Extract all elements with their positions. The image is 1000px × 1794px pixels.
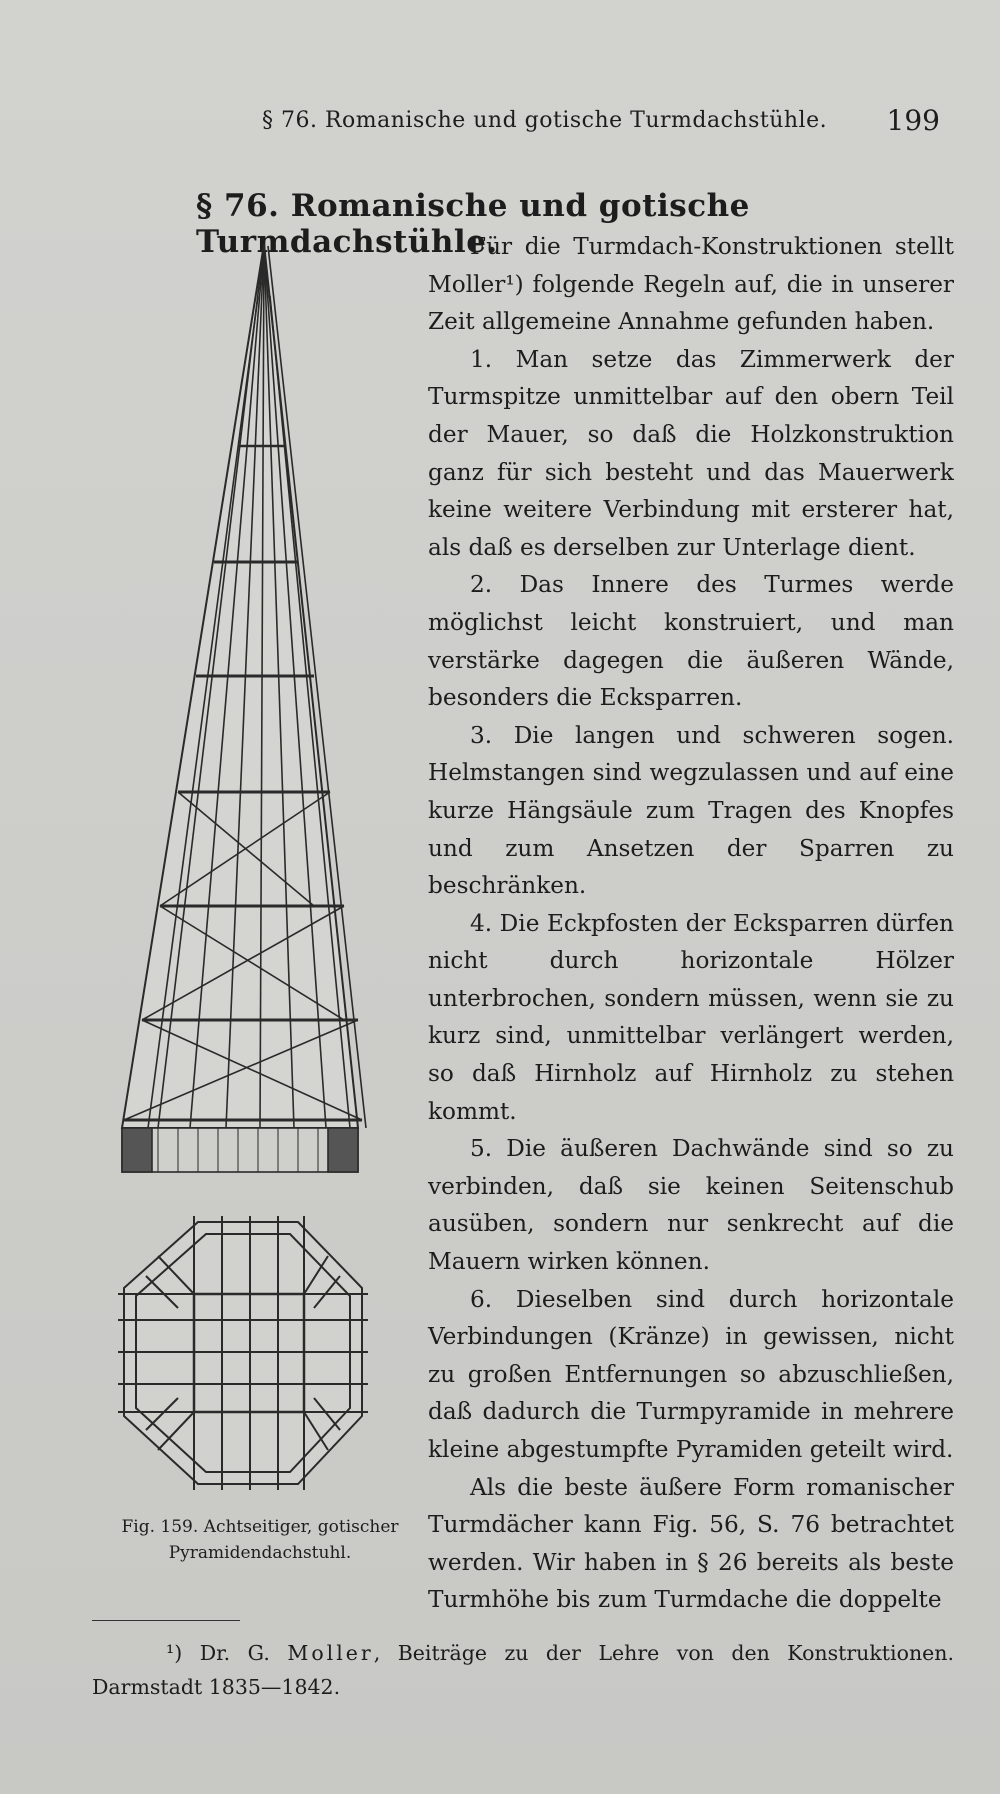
paragraph-rule-5: 5. Die äußeren Dachwände sind so zu verbinden, daß sie keinen Seitenschub ausüben, sondern nur senkrecht auf die Mauern wirken können. — [428, 1135, 954, 1276]
paragraph-intro: Für die Turmdach-Konstruktionen stellt Moller¹) folgende Regeln auf, die in unserer Zeit allgemeine Annahme gefunden haben. — [428, 233, 954, 336]
figure-spire-frame — [118, 236, 408, 1506]
body-text — [428, 228, 954, 1619]
figure-caption — [110, 1514, 410, 1566]
caption-line-2: Pyramidendachstuhl. — [168, 1543, 352, 1563]
running-head: § 76. Romanische und gotische Turmdachstühle. — [262, 108, 828, 133]
paragraph-rule-2: 2. Das Innere des Turmes werde möglichst leicht konstruiert, und man verstärke dagegen die äußeren Wände, besonders die Ecksparren. — [428, 571, 954, 712]
paragraph-rule-4: 4. Die Eckpfosten der Ecksparren dürfen nicht durch horizontale Hölzer unterbrochen, sondern müssen, wenn sie zu kurz sind, unmittelbar verlängert werden, so daß Hirnholz auf Hirnholz zu stehen kommt. — [428, 909, 954, 1125]
section-title: § 76. Romanische und gotische Turmdachstühle. — [196, 188, 750, 260]
footnote-text: , Beiträge zu der Lehre von den Konstruktionen. Darmstadt 1835—1842. — [92, 1641, 954, 1699]
footnote-author-prefix: Dr. G. — [199, 1641, 270, 1665]
paragraph-romanesque: Als die beste äußere Form romanischer Turmdächer kann Fig. 56, S. 76 betrachtet werden. Wir haben in § 26 bereits als beste Turmhöhe bis zum Turmdache die doppelte — [428, 1473, 954, 1614]
caption-line-1: Fig. 159. Achtseitiger, gotischer — [121, 1517, 399, 1537]
footnote-rule — [92, 1620, 240, 1621]
paragraph-rule-3: 3. Die langen und schweren sogen. Helmstangen sind wegzulassen und auf eine kurze Hängsäule zum Tragen des Knopfes und zum Ansetzen der Sparren zu beschränken. — [428, 721, 954, 900]
footnote-marker: ¹) — [166, 1641, 183, 1665]
paragraph-rule-1: 1. Man setze das Zimmerwerk der Turmspitze unmittelbar auf den obern Teil der Mauer, so daß die Holzkonstruktion ganz für sich besteht und das Mauerwerk keine weitere Verbindung mit ersterer hat, als daß es derselben zur Unterlage dient. — [428, 345, 954, 561]
footnote-author-name: Moller — [287, 1641, 374, 1665]
paragraph-rule-6: 6. Dieselben sind durch horizontale Verbindungen (Kränze) in gewissen, nicht zu großen Entfernungen so abzuschließen, daß dadurch die Turmpyramide in mehrere kleine abgestumpfte Pyramiden geteilt wird. — [428, 1285, 954, 1463]
page-number: 199 — [886, 104, 940, 137]
footnote — [92, 1636, 954, 1704]
spire-illustration — [118, 236, 408, 1506]
